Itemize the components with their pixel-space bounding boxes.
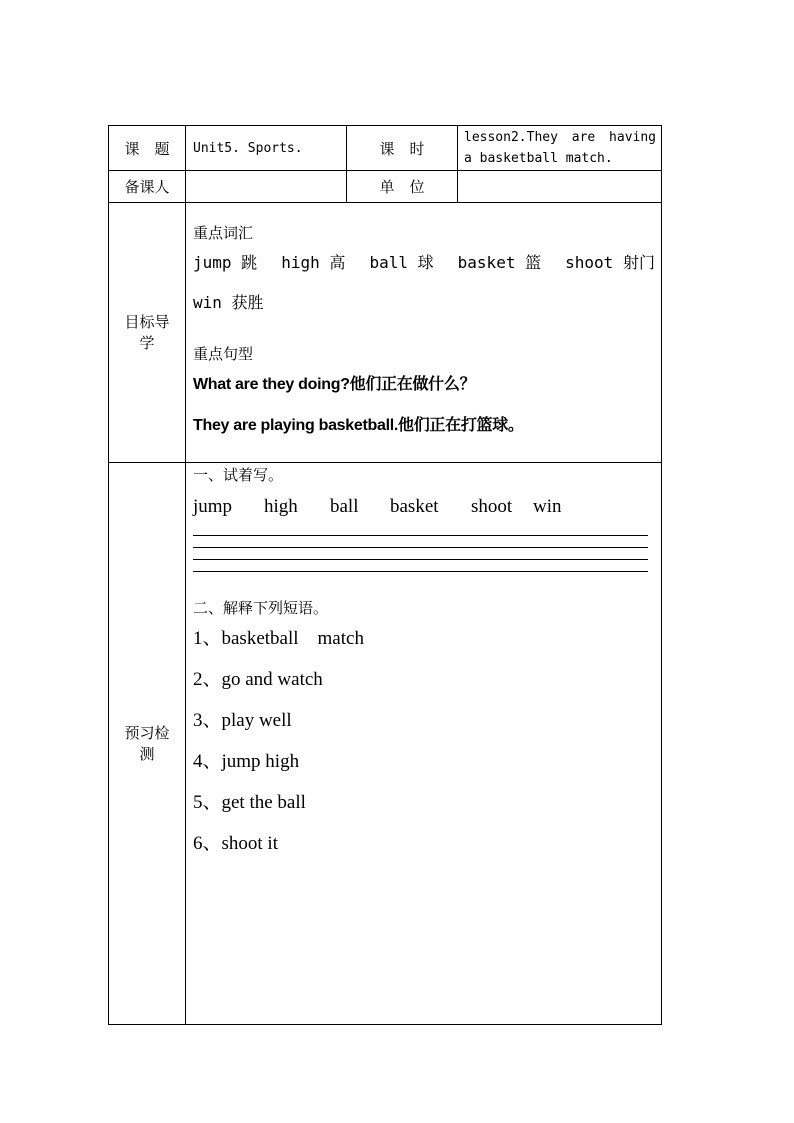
period-label: 课 时 — [347, 126, 458, 171]
phrase-item: 1、basketball match — [193, 628, 364, 649]
write-word: high — [264, 496, 298, 517]
write-word: basket — [390, 496, 439, 517]
lesson-plan-table — [108, 125, 662, 1025]
key-sentence: What are they doing?他们正在做什么？ — [193, 376, 476, 393]
topic-label: 课 题 — [109, 126, 186, 171]
vocab-heading: 重点词汇 — [193, 224, 254, 242]
vocab-item: high 高 — [281, 253, 346, 272]
part1-heading: 一、试着写。 — [193, 466, 284, 484]
vocab-list — [193, 252, 655, 274]
write-word: shoot — [471, 496, 513, 517]
unit-label: 单 位 — [347, 171, 458, 203]
vocab-item: jump 跳 — [193, 253, 258, 272]
preview-label: 预习检测 — [109, 463, 186, 1025]
writing-line[interactable] — [193, 535, 648, 547]
part2-heading: 二、解释下列短语。 — [193, 599, 329, 617]
phrase-item: 4、jump high — [193, 751, 300, 772]
vocab-item: shoot 射门 — [565, 253, 655, 272]
vocab-item-extra: win 获胜 — [193, 293, 264, 312]
phrase-item: 5、get the ball — [193, 792, 306, 813]
writing-line[interactable] — [193, 547, 648, 559]
write-word: jump — [193, 496, 233, 517]
writing-line[interactable] — [193, 559, 648, 571]
writing-lines[interactable] — [193, 535, 648, 572]
key-sentence: They are playing basketball.他们正在打篮球。 — [193, 417, 524, 434]
topic-value: Unit5. Sports. — [186, 126, 347, 171]
write-word-list — [193, 495, 655, 519]
phrase-item: 2、go and watch — [193, 669, 323, 690]
writing-line[interactable] — [193, 571, 648, 572]
write-word: ball — [330, 496, 359, 517]
preparer-row — [109, 171, 662, 203]
vocab-item: ball 球 — [369, 253, 434, 272]
write-word: win — [533, 496, 562, 517]
phrase-item: 3、play well — [193, 710, 292, 731]
preview-row — [109, 463, 662, 1025]
vocab-item: basket 篮 — [457, 253, 542, 272]
preview-content — [186, 463, 662, 1025]
topic-row — [109, 126, 662, 171]
preparer-label: 备课人 — [109, 171, 186, 203]
unit-value — [458, 171, 662, 203]
goals-content — [186, 203, 662, 463]
goals-label: 目标导学 — [109, 203, 186, 463]
goals-row — [109, 203, 662, 463]
preparer-value — [186, 171, 347, 203]
phrase-item: 6、shoot it — [193, 833, 278, 854]
sentence-heading: 重点句型 — [193, 345, 254, 363]
period-value: lesson2.They are having a basketball match. — [458, 126, 662, 171]
